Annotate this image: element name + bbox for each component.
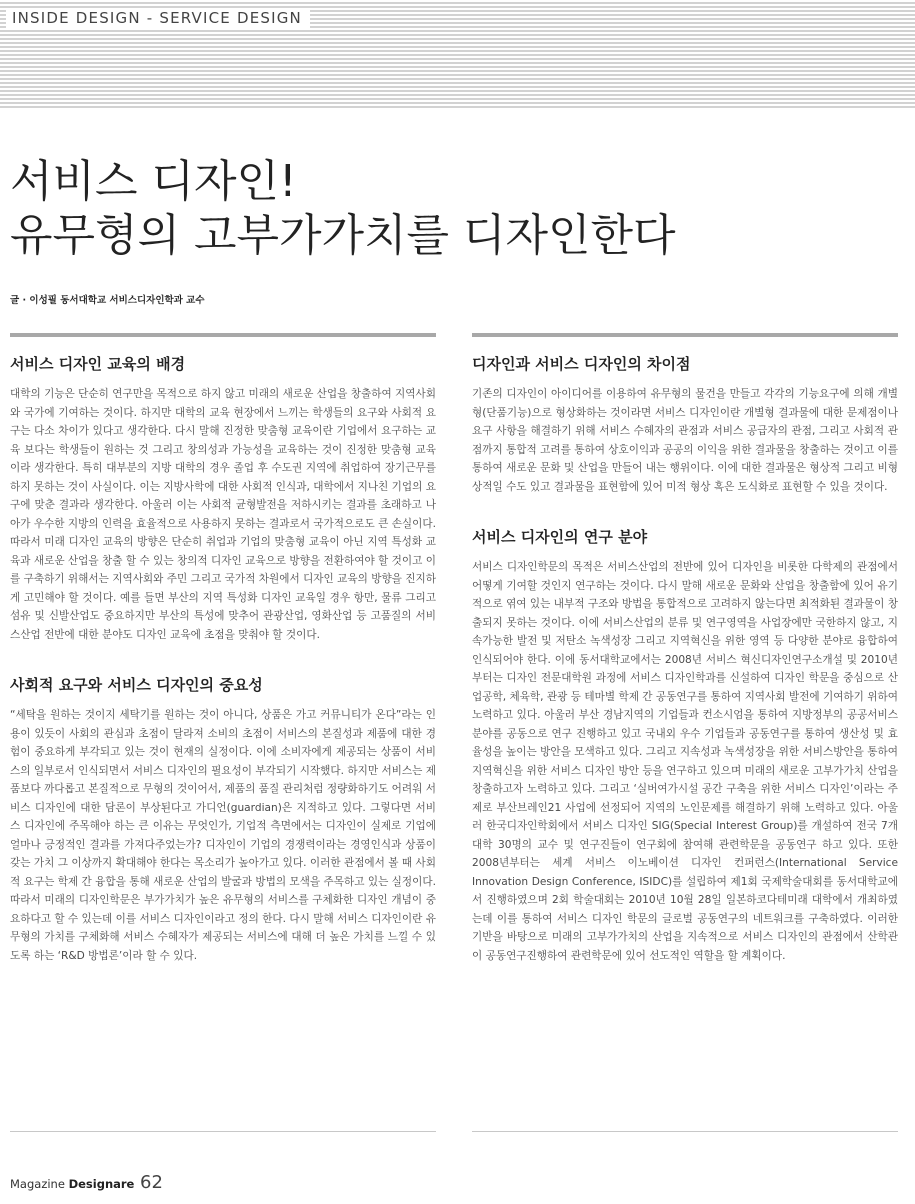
section-heading-research-fields: 서비스 디자인의 연구 분야 [472,528,648,546]
section-body-differences: 기존의 디자인이 아이디어를 이용하여 유무형의 물건을 만들고 각각의 기능요구에 의해 개별형(단품기능)으로 형상화하는 것이라면 서비스 디자인이란 개별형 결과물에 대한 문제점이나 요구 사항을 해결하기 위해 서비스 수혜자의 관점과 서비스 공급자의 관점, 그리고 사회적 관점까지 통합적 고려를 통하여 상호이익과 공공의 이익을 위한 결과물을 창출하는 것이고 이를 통하여 새로운 문화 및 산업을 만들어 내는 행위이다. 이에 대한 결과물은 형상적 그리고 비형상적일 수도 있고 결과물을 표현함에 있어 미적 형상 혹은 도식화로 표현할 수 있을 것이다. [472,388,898,493]
left-column [10,333,436,995]
section-label: INSIDE DESIGN - SERVICE DESIGN [6,8,310,29]
title-line-1: 서비스 디자인! [10,156,297,207]
section-heading-education-background: 서비스 디자인 교육의 배경 [10,355,186,373]
bottom-rule-right [472,1131,898,1132]
section-body-social-needs: “세탁을 원하는 것이지 세탁기를 원하는 것이 아니다, 상품은 가고 커뮤니티가 온다”라는 인용이 있듯이 사회의 관심과 초점이 달라져 소비의 초점이 서비스의 본질성과 제품에 대한 경험이 중요하게 부각되고 있는 것이 현재의 실정이다. 이에 소비자에게 제공되는 상품이 서비스의 일부로서 인식되면서 서비스 디자인의 필요성이 부각되기 시작했다. 하지만 서비스는 제품보다 까다롭고 본질적으로 무형의 것이어서, 제품의 품질 관리처럼 정량화하기도 어려워 서비스 디자인에 대한 담론이 부상된다고 가디언(guardian)은 지적하고 있다. 그렇다면 서비스 디자인에 주목해야 하는 큰 이유는 무엇인가, 기업적 측면에서는 디자인이 실제로 기업에 얼마나 긍정적인 결과를 가져다주었는가? 디자인이 기업의 경쟁력이라는 경영인식과 상품이 갖는 가치 그 이상까지 확대해야 한다는 목소리가 높아가고 있다. 이러한 관점에서 볼 때 사회적 요구는 학제 간 융합을 통해 새로운 산업의 발굴과 방법의 모색을 주목하고 있는 실정이다. 따라서 미래의 디자인학문은 부가가치가 높은 유무형의 서비스를 구체화한 디자인 개념이 중요하다고 할 수 있는데 이를 서비스 디자인이라고 정의 한다. 다시 말해 서비스 디자인이란 유무형의 가치를 구체화해 서비스 수혜자가 제공되는 서비스에 대해 더 높은 가치를 느낄 수 있도록 하는 ‘R&D 방법론’이라 할 수 있다. [10,709,436,962]
right-column [472,333,898,995]
bottom-rule-left [10,1131,436,1132]
article-title [10,155,676,263]
title-line-2: 유무형의 고부가가치를 디자인한다 [10,210,676,261]
section-heading-differences: 디자인과 서비스 디자인의 차이점 [472,355,691,373]
page-number: 62 [140,1172,163,1193]
section-body-research-fields: 서비스 디자인학문의 목적은 서비스산업의 전반에 있어 디자인을 비롯한 다학제의 관점에서 어떻게 기여할 것인지 연구하는 것이다. 다시 말해 새로운 문화와 산업을 창출함에 있어 유기적으로 엮여 있는 내부적 구조와 방법을 통합적으로 고려하지 않는다면 최적화된 결과물이 창출되지 못하는 것이다. 이에 서비스산업의 분류 및 연구영역을 사업장에만 국한하지 않고, 지속가능한 발전 및 저탄소 녹색성장 그리고 지역혁신을 위한 영역 등 다양한 분야로 융합하여 인식되어야 한다. 이에 동서대학교에서는 2008년 서비스 혁신디자인연구소개설 및 2010년부터는 디자인 전문대학원 과정에 서비스 디자인학과를 신설하여 디자인 학문을 중심으로 산업공학, 체육학, 관광 등 테마별 학제 간 공동연구를 통하여 지역사회 발전에 기여하기 위하여 노력하고 있다. 아울러 부산 경남지역의 기업들과 컨소시엄을 통하여 지방정부의 공공서비스분야를 공동으로 연구 진행하고 있고 국내외 우수 기업들과 공동연구를 통하여 생산성 및 효율성을 높이는 방안을 모색하고 있다. 그리고 지속성과 녹색성장을 위한 서비스방안을 통하여 지역혁신을 위한 서비스 디자인 방안 등을 연구하고 있으며 미래의 새로운 고부가가치 산업을 창출하고자 노력하고 있다. 그리고 ‘실버여가시설 공간 구축을 위한 서비스 디자인’이라는 주제로 부산브레인21 사업에 선정되어 지역의 노인문제를 해결하기 위해 노력하고 있다. 아울러 한국디자인학회에서 서비스 디자인 SIG(Special Interest Group)를 개설하여 전국 7개 대학 30명의 교수 및 연구진들이 연구회에 참여해 관련학문을 공동연구 하고 있다. 또한 2008년부터는 세계 서비스 이노베이션 디자인 컨퍼런스(International Service Innovation Design Conference, ISIDC)를 설립하여 제1회 국제학술대회를 동서대학교에서 진행하였으며 2회 학술대회는 2010년 10월 28일 일본하코다테미래 대학에서 개최하였는데 이를 통하여 서비스 디자인 학문의 글로벌 공동연구의 네트워크를 구축하였다. 이러한 기반을 바탕으로 미래의 고부가가치의 산업을 지속적으로 서비스 디자인의 관점에서 산학관이 공동연구진행하여 관련학문에 있어 선도적인 역할을 할 계획이다. [472,561,898,962]
author-byline: 글 · 이성필 동서대학교 서비스디자인학과 교수 [10,295,205,306]
column-top-rule [472,333,898,337]
section-body-education-background: 대학의 기능은 단순히 연구만을 목적으로 하지 않고 미래의 새로운 산업을 창출하여 지역사회와 국가에 기여하는 것이다. 하지만 대학의 교육 현장에서 느끼는 학생들의 요구와 사회적 요구는 다소 차이가 있다고 생각한다. 다시 말해 진정한 맞춤형 교육이란 기업에서 요구하는 교육 보다는 학생들이 원하는 것 그리고 창의성과 가능성을 교육하는 것이 진정한 맞춤형 교육이라 생각한다. 특히 대부분의 지방 대학의 경우 졸업 후 수도권 지역에 취업하여 장기근무를 하지 못하는 것이 사실이다. 이는 지방사학에 대한 사회적 인식과, 대학에서 지나친 기업의 요구에 맞춘 결과라 생각한다. 아울러 이는 사회적 균형발전을 저하시키는 결과를 초래하고 나아가 우수한 지방의 인력을 효율적으로 사용하지 못하는 결과로서 국가적으로도 큰 손실이다. 따라서 미래 디자인 교육의 방향은 단순히 취업과 기업의 맞춤형 교육이 아닌 지역 특성화 교육과 새로운 산업을 창출 할 수 있는 창의적 디자인 교육으로 방향을 전환하여야 할 것이고 이를 구축하기 위해서는 지역사회와 주민 그리고 국가적 차원에서 디자인 교육의 방향을 진지하게 고민해야 할 것이다. 예를 들면 부산의 지역 특성화 디자인 교육일 경우 항만, 물류 그리고 섬유 및 신발산업도 중요하지만 부산의 특성에 맞추어 관광산업, 영화산업 등 고품질의 서비스산업 전반에 대한 분야도 디자인 교육에 초점을 맞춰야 할 것이다. [10,388,436,641]
page-footer [10,1172,163,1193]
section-heading-social-needs: 사회적 요구와 서비스 디자인의 중요성 [10,676,263,694]
footer-brand: Designare [68,1177,135,1191]
footer-magazine-label: Magazine [10,1177,65,1191]
column-top-rule [10,333,436,337]
